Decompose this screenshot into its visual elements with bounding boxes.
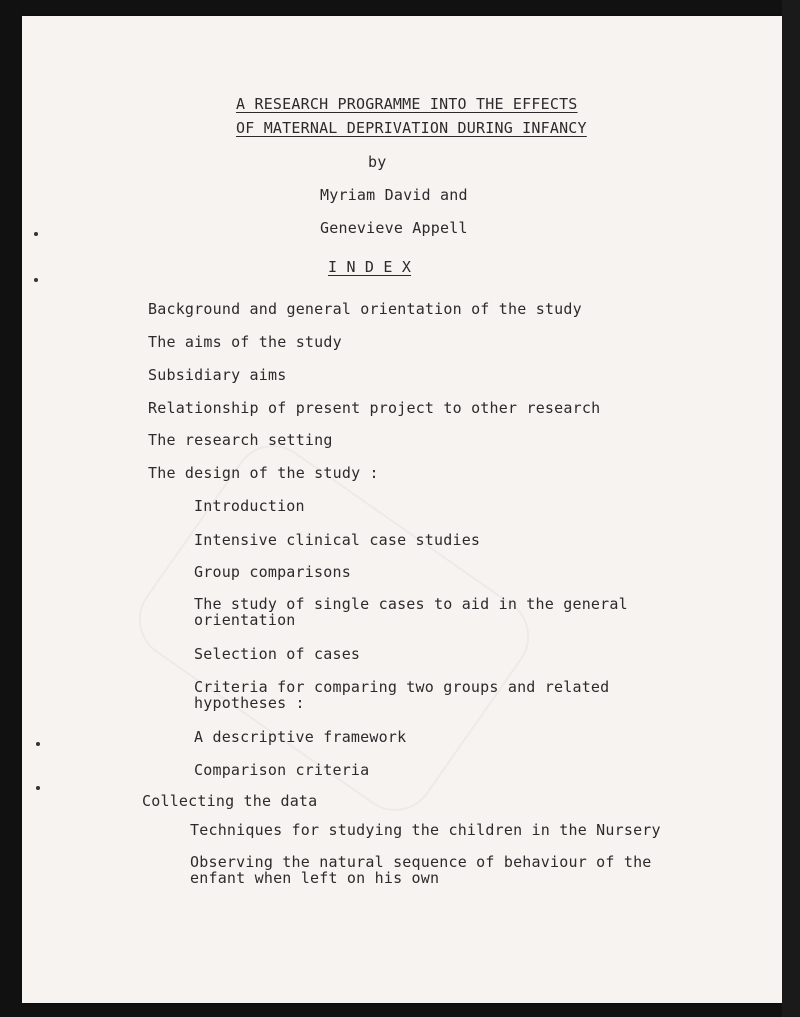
author-1: Myriam David and — [320, 186, 468, 204]
title-line-1: A RESEARCH PROGRAMME INTO THE EFFECTS — [236, 95, 578, 113]
by-line: by — [368, 153, 387, 171]
punch-mark — [36, 786, 40, 790]
title-line-2: OF MATERNAL DEPRIVATION DURING INFANCY — [236, 119, 587, 137]
index-heading: I N D E X — [328, 258, 412, 276]
index-item: The design of the study : — [148, 464, 379, 482]
index-item: Collecting the data — [142, 792, 318, 810]
index-subitem: A descriptive framework — [194, 728, 407, 746]
index-item: The aims of the study — [148, 333, 342, 351]
index-item: Subsidiary aims — [148, 366, 287, 384]
index-subitem: Introduction — [194, 497, 305, 515]
punch-mark — [34, 232, 38, 236]
index-subitem: The study of single cases to aid in the general orientation — [194, 595, 628, 629]
index-subitem: Observing the natural sequence of behaviour of the enfant when left on his own — [190, 853, 652, 887]
index-item: Background and general orientation of the study — [148, 300, 582, 318]
scan-edge — [782, 0, 800, 1017]
punch-mark — [34, 278, 38, 282]
author-2: Genevieve Appell — [320, 219, 468, 237]
index-subitem: Comparison criteria — [194, 761, 370, 779]
punch-mark — [36, 742, 40, 746]
index-subitem: Intensive clinical case studies — [194, 531, 481, 549]
index-item: The research setting — [148, 431, 333, 449]
index-subitem: Group comparisons — [194, 563, 351, 581]
index-subitem: Criteria for comparing two groups and related hypotheses : — [194, 678, 610, 712]
index-subitem: Selection of cases — [194, 645, 361, 663]
document-page — [22, 16, 782, 1003]
index-item: Relationship of present project to other research — [148, 399, 601, 417]
index-subitem: Techniques for studying the children in the Nursery — [190, 821, 661, 839]
